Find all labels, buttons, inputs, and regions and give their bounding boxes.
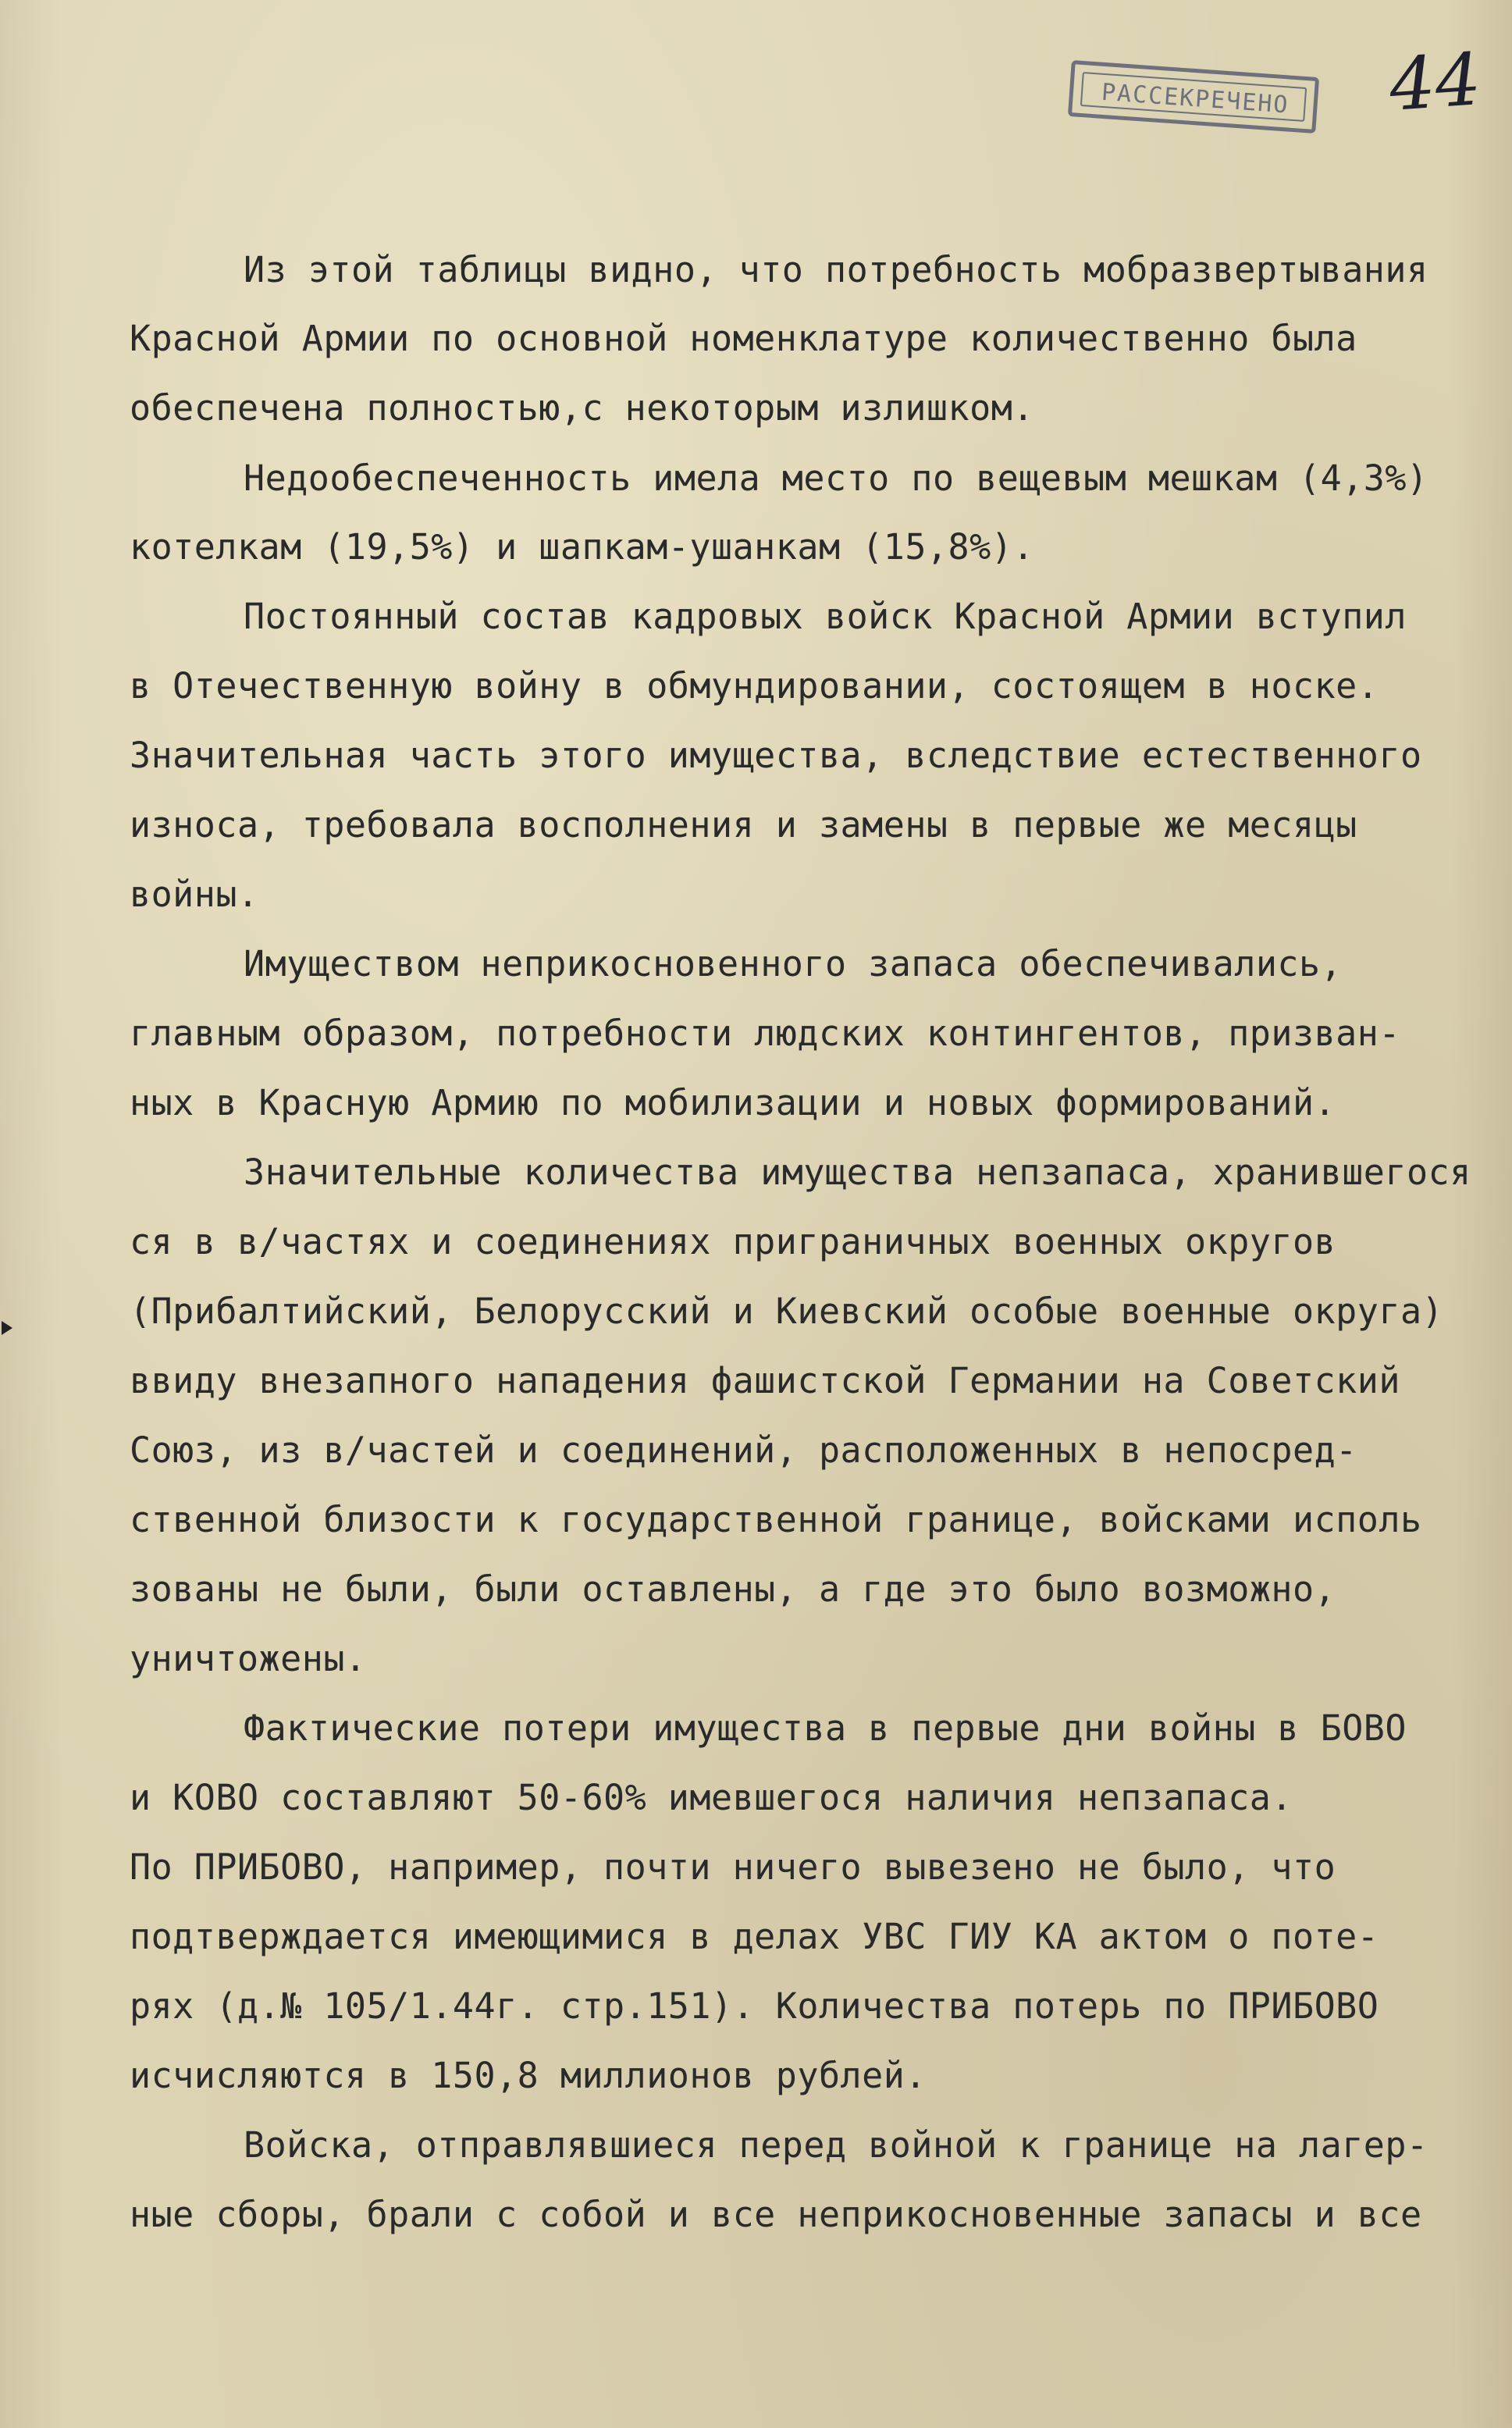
text-line: Недообеспеченность имела место по вещевым мешкам (4,3%): [244, 457, 1428, 499]
text-line: ных в Красную Армию по мобилизации и новых формирований.: [130, 1082, 1336, 1123]
text-line: рях (д.№ 105/1.44г. стр.151). Количества потерь по ПРИБОВО: [130, 1985, 1379, 2027]
text-line: войны.: [130, 874, 259, 915]
text-line: и КОВО составляют 50-60% имевшегося наличия непзапаса.: [130, 1777, 1293, 1818]
text-line: (Прибалтийский, Белорусский и Киевский особые военные округа): [130, 1291, 1444, 1332]
text-line: ввиду внезапного нападения фашистской Германии на Советский: [130, 1360, 1400, 1401]
text-line: котелкам (19,5%) и шапкам-ушанкам (15,8%).: [130, 526, 1034, 568]
text-line: Постоянный состав кадровых войск Красной Армии вступил: [244, 596, 1407, 637]
declassified-stamp: [1068, 60, 1319, 134]
text-line: подтверждается имеющимися в делах УВС ГИУ КА актом о поте-: [130, 1916, 1379, 1957]
text-line: износа, требовала восполнения и замены в первые же месяцы: [130, 804, 1357, 846]
text-line: в Отечественную войну в обмундировании, состоящем в носке.: [130, 665, 1379, 707]
text-line: Значительные количества имущества непзапаса, хранившегося: [244, 1152, 1471, 1193]
text-line: уничтожены.: [130, 1638, 367, 1679]
text-line: Войска, отправлявшиеся перед войной к границе на лагер-: [244, 2124, 1428, 2166]
text-line: ственной близости к государственной границе, войсками исполь: [130, 1499, 1422, 1540]
text-line: Значительная часть этого имущества, вследствие естественного: [130, 735, 1422, 776]
margin-arrow-icon: [2, 1321, 12, 1335]
text-line: ные сборы, брали с собой и все неприкосновенные запасы и все: [130, 2194, 1422, 2235]
text-line: По ПРИБОВО, например, почти ничего вывезено не было, что: [130, 1846, 1336, 1888]
text-line: Фактические потери имущества в первые дни войны в БОВО: [244, 1707, 1407, 1749]
text-line: обеспечена полностью,с некоторым излишком.: [130, 387, 1034, 429]
text-line: ся в в/частях и соединениях приграничных военных округов: [130, 1221, 1336, 1262]
text-line: зованы не были, были оставлены, а где это было возможно,: [130, 1568, 1336, 1610]
text-line: исчисляются в 150,8 миллионов рублей.: [130, 2055, 927, 2096]
text-line: Имуществом неприкосновенного запаса обеспечивались,: [244, 943, 1343, 984]
page-number: 44: [1386, 37, 1484, 127]
stamp-text: РАССЕКРЕЧЕНО: [1100, 78, 1290, 119]
text-line: Союз, из в/частей и соединений, расположенных в непосред-: [130, 1429, 1357, 1471]
text-line: главным образом, потребности людских контингентов, призван-: [130, 1013, 1400, 1054]
text-line: Из этой таблицы видно, что потребность мобразвертывания: [244, 249, 1428, 290]
text-line: Красной Армии по основной номенклатуре количественно была: [130, 318, 1357, 359]
